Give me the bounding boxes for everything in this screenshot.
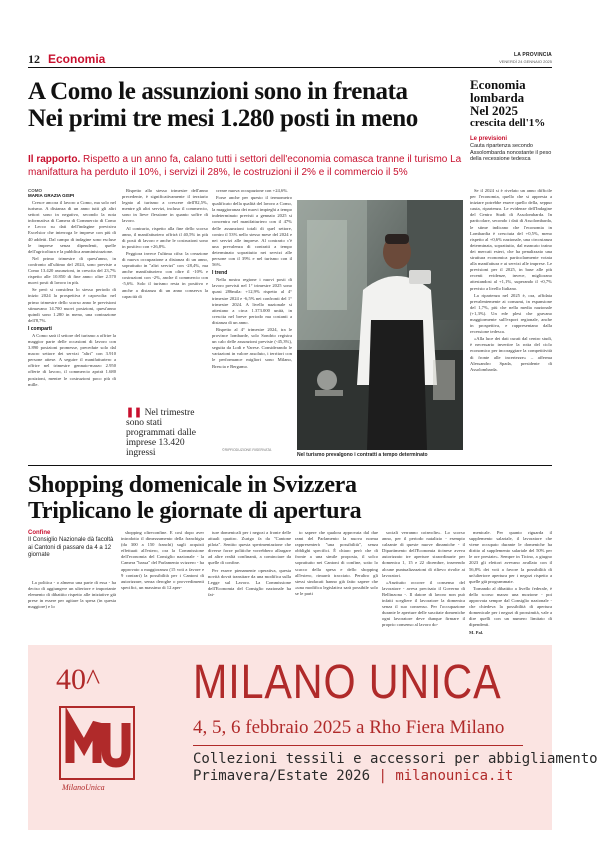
sidebar-summary: Cauta ripartenza secondo Assolombarda nonostante il peso della recessione tedesca	[470, 143, 552, 162]
article2-column-2	[121, 530, 204, 638]
page-header	[28, 52, 552, 68]
article2-summary-box	[28, 530, 118, 560]
logo-wordmark: MilanoUnica	[62, 783, 105, 792]
article2-column-3	[208, 530, 291, 638]
article-column-3	[212, 188, 292, 446]
ad-description	[193, 751, 598, 785]
article2-column-6	[469, 530, 552, 638]
paragraph: Nel primo trimestre di quest'anno, in confronto all'ultimo del 2024, sono previste a Como 13.420 assunzioni, in crescita del 23,7% rispetto alle 10.850 di fine anno: oltre 2.570 nuovi posti di lavoro in più.	[28, 255, 116, 286]
subtitle-text: Rispetto a un anno fa, calano tutti i settori dell'economia comasca tranne il turismo La manifattura ha perduto il 10%, i servizi il 28%, le costruzioni il 2% e il commercio il 5%	[28, 154, 462, 178]
byline-author: MARIA GRAZIA GISPI	[28, 193, 75, 198]
paragraph: Peggiora invece l'ultima cifra: la creazione di nuova occupazione a distanza di un anno, soprattutto in "altri servizi" con -28,4%, ma anche manifatturiero con oltre il -10% e costruzioni con -2%, anche il commercio con -5,6%. Solo il turismo resta in positivo e anche a distanza di un anno conserva la capacità di	[122, 250, 208, 299]
paragraph: Forse anche per questo il termometro qualificato della qualità del lavoro a Como, la maggioranza dei nuovi impieghi a tempo indeterminato previsti a gennaio 2025 si concentra nel manifatturiero con il 47% delle assunzioni totali di quel settore, contro il 53% nello stesso mese del 2024 e nei servizi alle imprese. Al contrario c'è una prevalenza di contratti a tempo determinato soprattutto nei servizi alle persone con il 39% e nel turismo con il 56%.	[212, 195, 292, 268]
paragraph: shopping oltreconfine. E così dopo aver introdotto il dimezzamento della franchigia (da 300 a 150 franchi) sugli acquisti effettuati all'estero, ora la Commissione dell'economia del Consiglio nazionale - la Camera "bassa" del Parlamento svizzero - ha approvato a maggioranza (15 voti a favore e 9 contrari) la possibilità per i Cantoni di autorizzare, senza deroghe o provvedimenti specifici, un massimo di 12 aper-	[121, 530, 204, 590]
page-number: 12	[28, 52, 40, 66]
paragraph: creare nuova occupazione con +24,6%.	[216, 188, 289, 193]
photo-caption: Nel turismo prevalgono i contratti a tempo determinato	[297, 452, 428, 458]
article2-summary: Il Consiglio Nazionale dà facoltà ai Cantoni di passare da 4 a 12 giornate	[28, 537, 114, 558]
article-divider	[28, 465, 552, 466]
paragraph: Rispetto allo stesso trimestre dell'anno precedente, è significativamente il terziario legato al turismo a crescere dell'82,5%, mentre gli altri servizi, incluso il commercio, sono in lieve flessione in quanto soffre di lavoro.	[122, 188, 208, 224]
ad-website-link[interactable]: milanounica.it	[395, 768, 514, 784]
paragraph: «Alla luce dei dati curati dal centro studi, è necessario invertire la rotta del ciclo economico per incoraggiare la competitività di fronte alle incertezze» – afferma Alessandro Spada, presidente di Assolombarda.	[470, 336, 552, 372]
sidebar-article-column	[470, 188, 552, 448]
article2-column-5	[382, 530, 465, 638]
article-column-2	[122, 188, 208, 402]
article2-column-4	[295, 530, 378, 638]
main-headline	[28, 78, 468, 132]
sidebar-title-line: lombarda	[470, 90, 525, 105]
headline2-line-2: Triplicano le giornate di apertura	[28, 498, 362, 524]
paragraph: to sapere che qualora approvata dal due rami del Parlamento la nuova norma rappresenterà "una possibilità", senza obblighi specifici. È chiaro però che di fronte a una simile proposta, il solco soprattutto nei Cantoni di confine, sotto lo scacco della spesa e dello shopping all'estero, rimarrà tracciato. Peraltro gli stessi sindacati hanno già fatto sapere che «una modifica legislativa sarà possibile solo se le parti	[295, 530, 378, 596]
milano-unica-logo	[56, 663, 138, 793]
article-photo	[297, 200, 463, 450]
issue-date: VENERDÌ 24 GENNAIO 2025	[499, 59, 552, 64]
article-column-1	[28, 188, 116, 446]
subtitle-kicker: Il rapporto.	[28, 154, 81, 165]
newspaper-name: LA PROVINCIA	[513, 52, 552, 58]
ad-rule	[193, 745, 523, 746]
paragraph: Tornando al dibattito a livello federale, è dello scorso marzo una mozione - poi approvata sempre dal Consiglio nazionale - che chiedeva la possibilità di apertura domenicale per i negozi di prossimità, vale a dire quelli con un numero limitato di dipendenti.	[469, 585, 552, 628]
paragraph: Se il 2024 si è rivelato un anno difficile per l'economia, quello che si appresta a iniziare potrebbe essere quello della, seppur cauta, ripartenza. Le evidenze dell'Indagine del Centro Studi di Assolombarda. In particolare, secondo i dati di Assolombarda, le stime indicano che l'economia in Lombardia è cresciuta del +0,5%, meno rispetto al +0,6% nazionale, una circostanza determinata, soprattutto, dal mancato traino dei mercati esteri, che ha penalizzato una struttura economica particolarmente votata alla manifattura e ai servizi alle imprese. Le previsioni per il 2025, in base alle più recenti evidenze, invece, migliorano attestandosi al +1,1%, superando il +0,7% previsto a livello Italiano.	[470, 188, 552, 291]
sidebar-title-line: Economia	[470, 77, 526, 92]
article2-signature: M. Pal.	[469, 629, 484, 635]
headline-line-2: Nei primi tre mesi 1.280 posti in meno	[28, 105, 418, 132]
second-headline	[28, 472, 552, 524]
quote-mark-icon: ❚❚	[126, 407, 145, 418]
article-subtitle	[28, 153, 468, 179]
paragraph: Per essere pienamente operativa, questa novità dovrà transitare da una modifica sulla Legge sul Lavoro. La Commissione dell'Economia del Consiglio nazionale ha fat-	[208, 567, 291, 597]
paragraph: Nella nostra regione i nuovi posti di lavoro previsti nel 1° trimestre 2025 sono quasi 286mila: +12,9% rispetto al 4° trimestre 2024 e -6,5% nei confronti del 1° trimestre 2024. A livello nazionale si attestano a circa 1.373.000 unità, in crescita nel breve periodo ma costanti a distanza di un anno.	[212, 277, 292, 325]
edition-number: 40^	[56, 663, 101, 696]
sidebar-box	[470, 78, 552, 163]
paragraph: sociali verranno coinvolte». Lo scorso anno, per il periodo natalizio - esempio calzante di queste nuove dinamiche - il Dipartimento dell'Economia ticinese aveva autorizzato tre aperture straordinarie per domenica 1, 15 e 22 dicembre, inserendo alcune puntualizzazioni di rilievo rivolte ai lavoratori.	[382, 530, 465, 578]
paragraph: Rispetto al 4° trimestre 2024, tra le province lombarde, solo Sondrio registra un calo delle assunzioni previste (-45,3%), seguita da Lodi e Varese. Considerando le variazioni in valore assoluto, i territori con le performance migliori sono Milano, Brescia e Bergamo.	[212, 326, 292, 369]
sidebar-title-line: Nel 2025	[470, 103, 519, 118]
ad-dates: 4, 5, 6 febbraio 2025 a Rho Fiera Milano	[193, 717, 505, 738]
byline-location: COMO	[28, 188, 42, 193]
subhead-trend: I trend	[212, 270, 228, 277]
paragraph: Se però si considera lo stesso periodo di inizio 2024 la prospettiva è capovolta: nel primo trimestre dello scorso anno le previsioni stimavano 14.700 nuovi posizioni, quest'anno quindi sono 1.280 in meno, una contrazione dell'8,7%.	[28, 287, 116, 323]
ad-season: Primavera/Estate 2026	[193, 768, 371, 784]
pull-quote	[126, 408, 206, 458]
paragraph: La politica - o almeno una parte di essa - ha deciso di aggiungere un ulteriore e importante elemento di dibattito rispetto alle iniziative già prese in essere per agitare la spesa (in questa maggiore) e lo	[28, 580, 116, 610]
ad-separator: |	[370, 768, 396, 784]
sidebar-title	[470, 78, 552, 130]
headline2-line-1: Shopping domenicale in Svizzera	[28, 472, 357, 498]
paragraph: Al contrario, rispetto alla fine dello scorso anno, il manifatturiero offrirà il 40,5% in più di posti di lavoro e anche le costruzioni sono in positivo con +26,8%.	[122, 225, 208, 249]
subhead-comparti: I comparti	[28, 325, 52, 332]
sidebar-kicker: Le previsioni	[470, 136, 508, 142]
sidebar-title-line: crescita dell'1%	[470, 117, 546, 129]
paragraph: Cresce ancora il lavoro a Como, ma solo nel turismo. A distanza di un anno tutti gli altri settori sono in negativo, secondo la nota informativa di Camera di Commercio di Como e Lecco su dati dell'indagine previsiva Excelsior che interroga le imprese con più di 40 addetti. Dal campo di indagine sono escluse le imprese senza dipendenti, quelle dell'agricoltura e la pubblica amministrazione.	[28, 200, 116, 254]
milano-unica-ad[interactable]	[28, 645, 598, 830]
ad-desc-line-1: Collezioni tessili e accessori per abbigliamento	[193, 751, 598, 767]
article2-column-1	[28, 580, 116, 638]
article2-kicker: Confine	[28, 530, 51, 536]
copyright-note: ©RIPRODUZIONE RISERVATA	[222, 448, 272, 452]
ad-title: MILANO UNICA	[193, 656, 502, 709]
paragraph: A Como sarà il settore del turismo a offrire la maggior parte delle occasioni di lavoro con 3.890 posizioni promesse, precedute solo dal macro settore dei servizi "altri" con 3.910 persone attese. A seguire il manifatturiero a offrire nel trimestre gennaio-marzo 2.950 offerte di lavoro, il commercio aprirà 1.680 posizioni, mentre le costruzioni poco più di mille.	[28, 332, 116, 387]
pull-quote-text: Nel trimestre sono stati programmati dalle imprese 13.420 ingressi	[126, 408, 196, 458]
waiter-photo-illustration	[297, 200, 463, 450]
ad-desc-line-2	[193, 768, 598, 785]
paragraph: ture domenicali per i negozi a fronte delle attuali quattro. Zurigo fa da "Cantone pilota". Sentito questa sperimentazione che diverse forze politiche vorrebbero allargare ad altre realtà confinanti, a cominciare da quelle di confine.	[208, 530, 291, 566]
headline-line-1: A Como le assunzioni sono in frenata	[28, 78, 408, 105]
paragraph: La ripartenza nel 2025 è, ora, affidata prevalentemente ai consumi, in espansione del 1,7%, più che nella media nazionale (+1,3%). Un ede plesi che gravano maggiormente sull'export regionale, anche in prospettiva, e rappresentano dalla recessione tedesca.	[470, 292, 552, 335]
paragraph: «Anzitutto occorre il consenso del lavoratore - aveva precisato il Governo di Bellinzona -. Il datore di lavoro non può infatti scegliere il lavoratore la domenica senza il suo consenso. Per l'occupazione durante le aperture delle suscitate domeniche ogni lavoratore deve dunque firmare il proprio consenso al lavoro do-	[382, 579, 465, 628]
paragraph: menicale. Per quanto riguarda il supplemento salariale, il lavoratore che viene occupato durante le domeniche ha diritto al supplemento salariale del 50% per le ore prestate». Sempre in Ticino, a giugno 2023 gli elettori avevano avallato con il 56,8% dei voti a favore la possibilità di un'ulteriore apertura per i negozi rispetto a quelle già programmate.	[469, 530, 552, 584]
section-label: Economia	[48, 52, 106, 66]
